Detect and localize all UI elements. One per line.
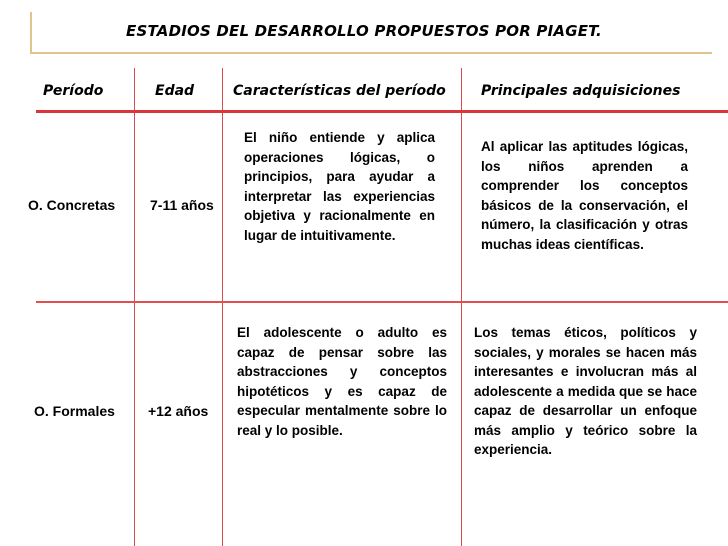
row1-edad: 7-11 años: [150, 197, 214, 213]
page-title: ESTADIOS DEL DESARROLLO PROPUESTOS POR PIAGET.: [126, 22, 602, 40]
row2-edad: +12 años: [148, 403, 209, 419]
column-divider-1: [134, 68, 135, 546]
row1-caracteristicas: El niño entiende y aplica operaciones lógicas, o principios, para ayudar a interpretar las experiencias objetiva y racionalmente en lugar de intuitivamente.: [244, 130, 435, 243]
row2-periodo: O. Formales: [34, 403, 115, 419]
header-adquisiciones: Principales adquisiciones: [481, 83, 681, 99]
column-divider-2: [222, 68, 223, 546]
header-periodo: Período: [43, 83, 104, 99]
header-edad: Edad: [155, 83, 195, 99]
row2-caracteristicas: El adolescente o adulto es capaz de pensar sobre las abstracciones y conceptos hipotéticos y es capaz de especular mentalmente sobre lo real y lo posible.: [237, 325, 447, 438]
row-divider: [36, 301, 728, 303]
row1-periodo: O. Concretas: [28, 197, 116, 213]
row1-adquisiciones: Al aplicar las aptitudes lógicas, los niños aprenden a comprender los conceptos básicos de la conservación, el número, la clasificación y otras muchas ideas científicas.: [481, 139, 688, 252]
header-rule: [36, 110, 728, 113]
column-divider-3: [461, 68, 462, 546]
row2-adquisiciones: Los temas éticos, políticos y sociales, y morales se hacen más interesantes e involucran más al adolescente a medida que se hace capaz de desarrollar un enfoque más amplio y teórico sobre la experiencia.: [474, 325, 697, 457]
header-caracteristicas: Características del período: [233, 83, 446, 99]
